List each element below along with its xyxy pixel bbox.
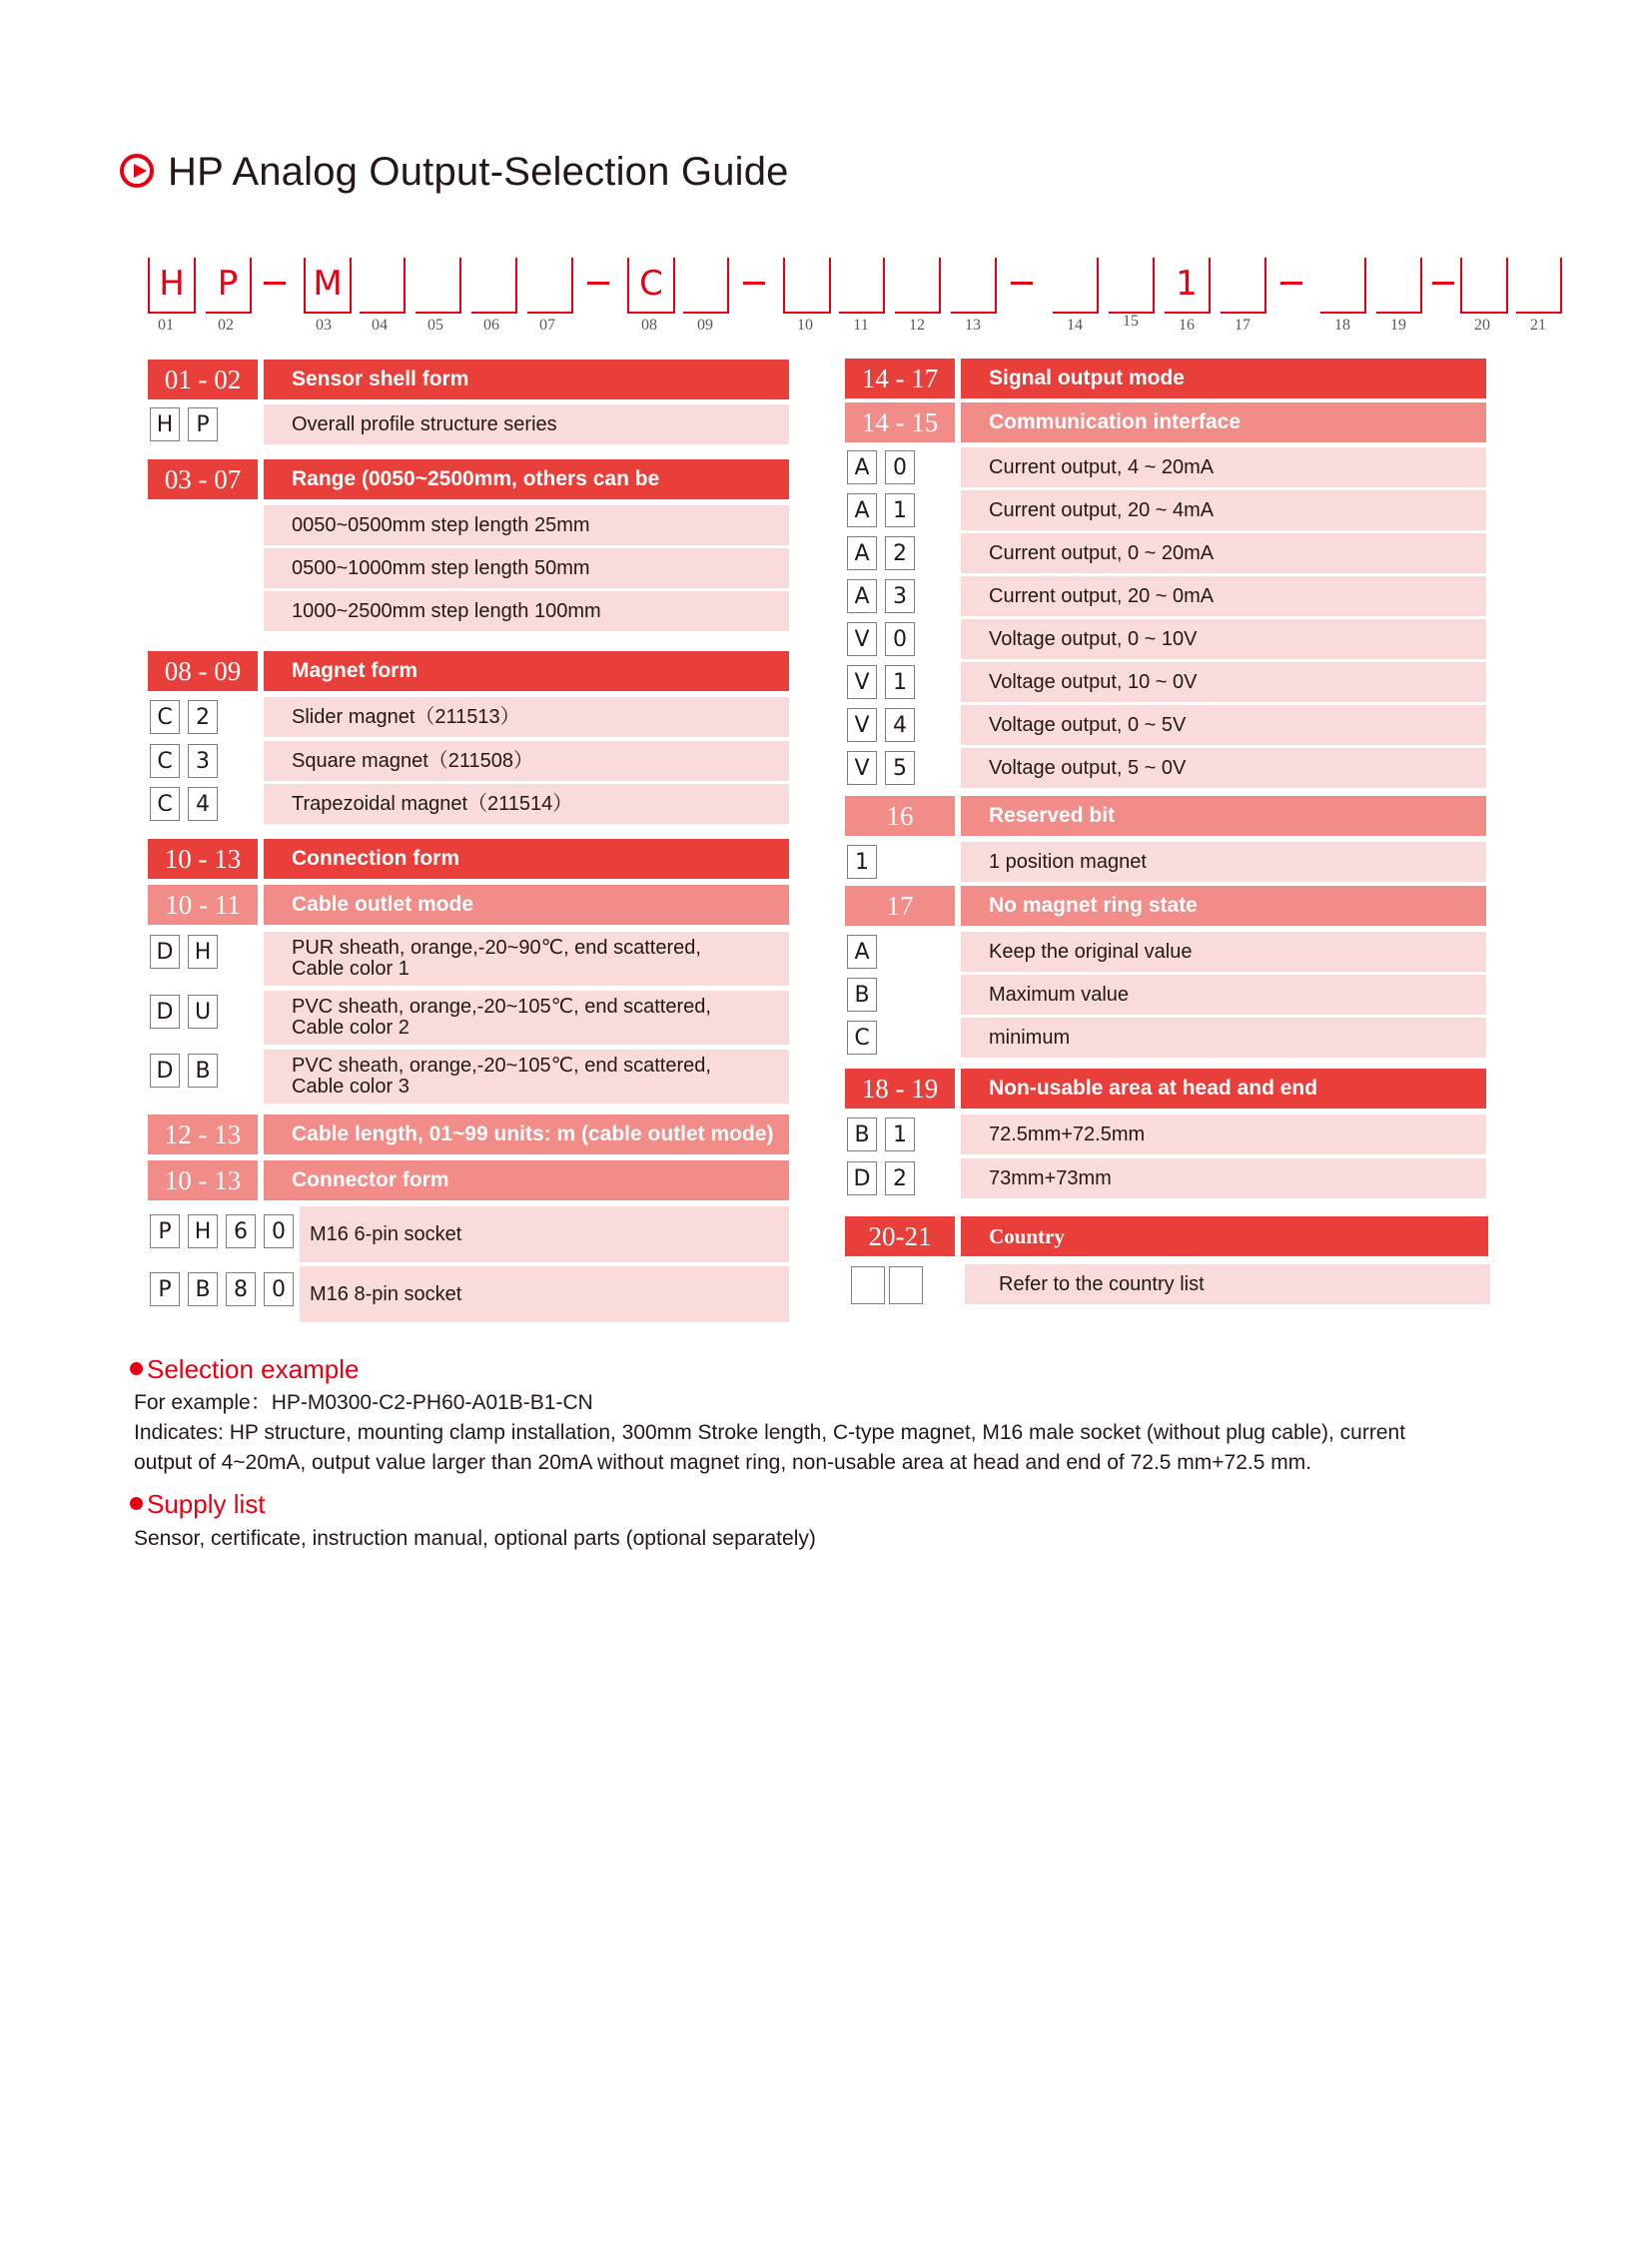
code-box: C — [150, 700, 180, 734]
code-position-number: 14 — [1067, 317, 1083, 334]
code-slot-10 — [783, 258, 831, 314]
section-code: 18 - 19 — [845, 1069, 955, 1109]
section-header: Range (0050~2500mm, others can be — [264, 459, 789, 499]
option-description: 1 position magnet — [961, 842, 1486, 882]
selection-example-line: output of 4~20mA, output value larger than 20mA without magnet ring, non-usable area at head and end of 72.5 mm+72.5 mm. — [134, 1451, 1312, 1474]
code-box: C — [847, 1021, 877, 1055]
section-code: 10 - 13 — [148, 839, 258, 879]
code-box: 3 — [885, 579, 915, 613]
section-code: 08 - 09 — [148, 651, 258, 691]
code-dash — [264, 282, 286, 285]
code-box: 1 — [847, 845, 877, 879]
code-box: H — [188, 935, 218, 969]
option-description: Current output, 20 ~ 0mA — [961, 576, 1486, 616]
code-slot-11 — [839, 258, 885, 314]
subsection-code: 16 — [845, 796, 955, 836]
code-slot-19 — [1376, 258, 1422, 314]
code-position-number: 02 — [218, 317, 234, 334]
option-description: M16 8-pin socket — [300, 1266, 789, 1322]
code-box: V — [847, 708, 877, 742]
code-box: P — [188, 407, 218, 441]
code-box: D — [150, 935, 180, 969]
code-slot-18 — [1320, 258, 1366, 314]
section-code: 14 - 17 — [845, 359, 955, 398]
selection-example-heading-text: Selection example — [147, 1354, 360, 1384]
code-box: 2 — [885, 536, 915, 570]
code-slot-07 — [527, 258, 573, 314]
section-header: Country — [961, 1216, 1488, 1256]
code-box: 3 — [188, 744, 218, 778]
code-char: P — [217, 264, 239, 304]
code-box: U — [188, 995, 218, 1029]
code-char: 1 — [1176, 264, 1198, 304]
code-slot-01 — [148, 258, 196, 314]
option-description-line: Cable color 3 — [292, 1076, 410, 1098]
code-box: 0 — [885, 450, 915, 484]
section-code: 03 - 07 — [148, 459, 258, 499]
code-box: 4 — [885, 708, 915, 742]
subsection-header: Cable length, 01~99 units: m (cable outlet mode) — [264, 1115, 789, 1154]
option-description: Voltage output, 0 ~ 10V — [961, 619, 1486, 659]
code-box: 1 — [885, 1118, 915, 1151]
option-description: Keep the original value — [961, 932, 1486, 972]
code-slot-20 — [1460, 258, 1508, 314]
code-slot-13 — [951, 258, 997, 314]
code-box: B — [188, 1272, 218, 1306]
option-description-line: PVC sheath, orange,-20~105℃, end scattered, — [292, 996, 711, 1018]
code-box: H — [150, 407, 180, 441]
option-description: Refer to the country list — [965, 1264, 1490, 1304]
subsection-header: Connector form — [264, 1160, 789, 1200]
code-position-number: 04 — [372, 317, 388, 334]
code-position-number: 21 — [1530, 317, 1546, 334]
option-description: Maximum value — [961, 975, 1486, 1015]
supply-list-line: Sensor, certificate, instruction manual, optional parts (optional separately) — [134, 1527, 816, 1550]
code-position-number: 16 — [1179, 317, 1195, 334]
bullet-icon — [130, 1497, 143, 1510]
page-title: HP Analog Output-Selection Guide — [168, 150, 789, 194]
option-description: Voltage output, 0 ~ 5V — [961, 705, 1486, 745]
subsection-header: Communication interface — [961, 402, 1486, 442]
code-box: 0 — [264, 1214, 294, 1248]
code-slot-15 — [1109, 258, 1155, 314]
code-box: B — [847, 978, 877, 1012]
option-description: 0050~0500mm step length 25mm — [264, 505, 789, 545]
code-position-number: 10 — [797, 317, 813, 334]
option-description: Current output, 0 ~ 20mA — [961, 533, 1486, 573]
code-box: 0 — [885, 622, 915, 656]
selection-example-heading — [130, 1354, 359, 1385]
code-box — [889, 1266, 923, 1304]
code-position-number: 11 — [853, 317, 869, 334]
code-box: 2 — [188, 700, 218, 734]
code-char: M — [313, 264, 343, 304]
code-slot-06 — [471, 258, 517, 314]
option-description: Voltage output, 5 ~ 0V — [961, 748, 1486, 788]
code-position-number: 12 — [909, 317, 925, 334]
subsection-code: 12 - 13 — [148, 1115, 258, 1154]
code-box: V — [847, 665, 877, 699]
code-box: A — [847, 935, 877, 969]
code-slot-17 — [1221, 258, 1266, 314]
option-description-line: PUR sheath, orange,-20~90℃, end scattered, — [292, 937, 701, 959]
option-description: minimum — [961, 1018, 1486, 1058]
code-slot-21 — [1516, 258, 1562, 314]
code-slot-16 — [1165, 258, 1211, 314]
code-position-number: 03 — [316, 317, 332, 334]
option-description — [264, 1050, 789, 1104]
subsection-code: 10 - 11 — [148, 885, 258, 925]
code-box: 2 — [885, 1161, 915, 1195]
code-dash — [587, 282, 609, 285]
code-dash — [1280, 282, 1302, 285]
option-description-line: Cable color 1 — [292, 958, 410, 980]
code-position-number: 17 — [1235, 317, 1250, 334]
code-slot-02 — [206, 258, 252, 314]
code-position-number: 20 — [1474, 317, 1490, 334]
code-position-number: 05 — [427, 317, 443, 334]
code-box: A — [847, 579, 877, 613]
code-position-number: 19 — [1390, 317, 1406, 334]
code-box: 4 — [188, 787, 218, 821]
bullet-icon — [130, 1362, 143, 1375]
option-description — [264, 991, 789, 1045]
code-position-number: 06 — [483, 317, 499, 334]
code-slot-04 — [360, 258, 406, 314]
code-box: C — [150, 744, 180, 778]
code-dash — [743, 282, 765, 285]
code-char: C — [639, 264, 663, 304]
section-header: Sensor shell form — [264, 360, 789, 399]
code-position-number: 01 — [158, 317, 174, 334]
option-description: Current output, 20 ~ 4mA — [961, 490, 1486, 530]
option-description — [264, 932, 789, 986]
code-position-number: 18 — [1334, 317, 1350, 334]
option-description: 73mm+73mm — [961, 1158, 1486, 1198]
section-header: Non-usable area at head and end — [961, 1069, 1486, 1109]
code-box: 1 — [885, 665, 915, 699]
option-description: Overall profile structure series — [264, 404, 789, 444]
option-description: M16 6-pin socket — [300, 1206, 789, 1262]
selection-example-line: Indicates: HP structure, mounting clamp installation, 300mm Stroke length, C-type magnet, M16 male socket (without plug cable), current — [134, 1421, 1406, 1444]
option-description-line: Cable color 2 — [292, 1017, 410, 1039]
section-header: Connection form — [264, 839, 789, 879]
option-description-line: PVC sheath, orange,-20~105℃, end scattered, — [292, 1055, 711, 1077]
code-slot-03 — [304, 258, 352, 314]
code-box: 6 — [226, 1214, 256, 1248]
code-slot-09 — [683, 258, 729, 314]
code-slot-08 — [627, 258, 675, 314]
code-box: 1 — [885, 493, 915, 527]
play-circle-icon — [120, 154, 154, 188]
subsection-code: 10 - 13 — [148, 1160, 258, 1200]
code-box: 0 — [264, 1272, 294, 1306]
code-box: P — [150, 1272, 180, 1306]
code-box: B — [847, 1118, 877, 1151]
code-box: D — [150, 1054, 180, 1088]
option-description: 1000~2500mm step length 100mm — [264, 591, 789, 631]
code-position-number: 09 — [697, 317, 713, 334]
code-box: V — [847, 622, 877, 656]
code-dash — [1432, 282, 1454, 285]
supply-list-heading — [130, 1489, 266, 1520]
subsection-header: Reserved bit — [961, 796, 1486, 836]
option-description: Square magnet（211508） — [264, 741, 789, 781]
subsection-header: No magnet ring state — [961, 886, 1486, 926]
section-header: Signal output mode — [961, 359, 1486, 398]
code-char: H — [159, 264, 185, 304]
subsection-code: 17 — [845, 886, 955, 926]
code-box: A — [847, 536, 877, 570]
code-dash — [1011, 282, 1033, 285]
code-box: H — [188, 1214, 218, 1248]
option-description: Voltage output, 10 ~ 0V — [961, 662, 1486, 702]
code-box — [851, 1266, 885, 1304]
code-box: A — [847, 450, 877, 484]
code-position-number: 15 — [1123, 313, 1139, 330]
code-position-number: 08 — [641, 317, 657, 334]
code-slot-05 — [415, 258, 461, 314]
supply-list-heading-text: Supply list — [147, 1489, 266, 1519]
option-description: 0500~1000mm step length 50mm — [264, 548, 789, 588]
option-description: Current output, 4 ~ 20mA — [961, 447, 1486, 487]
code-position-number: 13 — [965, 317, 981, 334]
subsection-code: 14 - 15 — [845, 402, 955, 442]
option-description: Slider magnet（211513） — [264, 697, 789, 737]
code-box: 5 — [885, 751, 915, 785]
code-box: B — [188, 1054, 218, 1088]
code-position-number: 07 — [539, 317, 555, 334]
code-slot-12 — [895, 258, 941, 314]
section-code: 20-21 — [845, 1216, 955, 1256]
option-description: 72.5mm+72.5mm — [961, 1115, 1486, 1154]
section-header: Magnet form — [264, 651, 789, 691]
code-box: D — [150, 995, 180, 1029]
code-box: V — [847, 751, 877, 785]
section-code: 01 - 02 — [148, 360, 258, 399]
subsection-header: Cable outlet mode — [264, 885, 789, 925]
code-box: C — [150, 787, 180, 821]
code-box: A — [847, 493, 877, 527]
code-box: P — [150, 1214, 180, 1248]
option-description: Trapezoidal magnet（211514） — [264, 784, 789, 824]
code-box: D — [847, 1161, 877, 1195]
selection-example-line: For example：HP-M0300-C2-PH60-A01B-B1-CN — [134, 1391, 593, 1414]
code-slot-14 — [1053, 258, 1099, 314]
code-box: 8 — [226, 1272, 256, 1306]
